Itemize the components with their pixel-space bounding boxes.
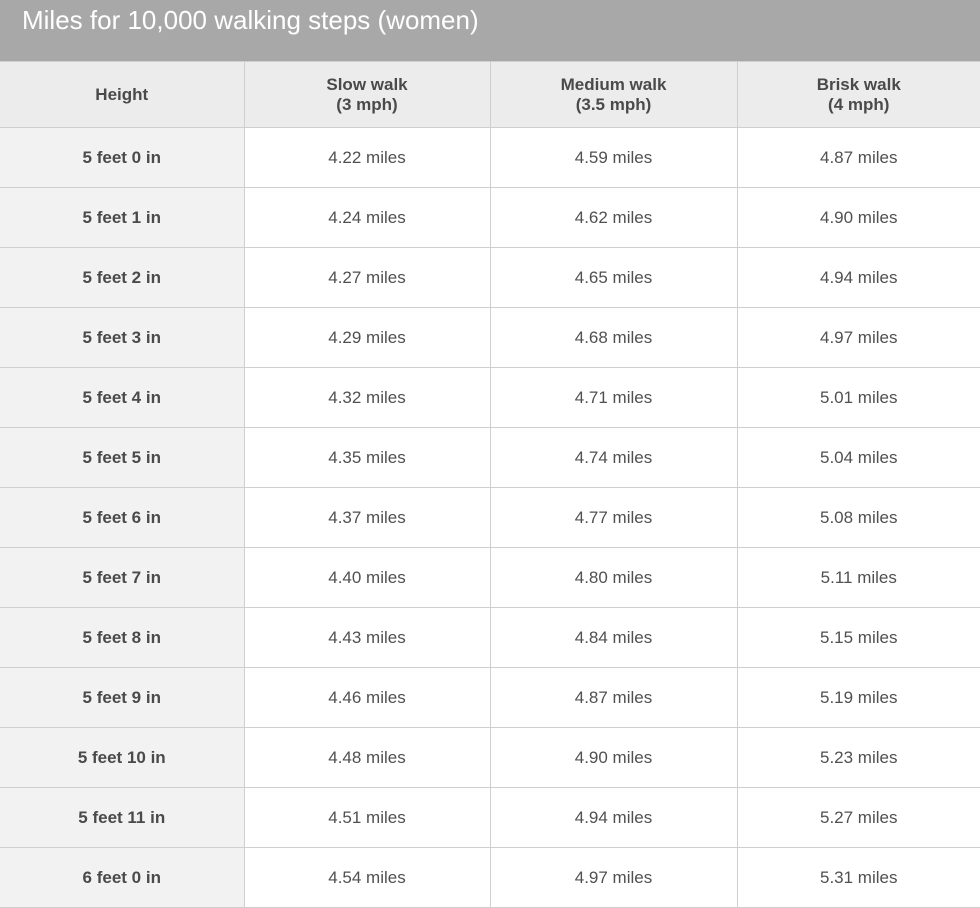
header-brisk-walk (737, 62, 980, 128)
header-medium-walk (490, 62, 737, 128)
medium-walk-cell: 4.62 miles (490, 188, 737, 248)
height-cell: 5 feet 5 in (0, 428, 244, 488)
height-cell: 5 feet 2 in (0, 248, 244, 308)
medium-walk-cell: 4.90 miles (490, 728, 737, 788)
table-row (0, 548, 980, 608)
slow-walk-cell: 4.29 miles (244, 308, 490, 368)
height-cell: 5 feet 8 in (0, 608, 244, 668)
table-row (0, 668, 980, 728)
header-row (0, 62, 980, 128)
table-row (0, 308, 980, 368)
brisk-walk-cell: 5.08 miles (737, 488, 980, 548)
height-cell: 5 feet 11 in (0, 788, 244, 848)
slow-walk-cell: 4.48 miles (244, 728, 490, 788)
medium-walk-cell: 4.94 miles (490, 788, 737, 848)
header-medium-walk-label: Medium walk (491, 75, 737, 95)
slow-walk-cell: 4.37 miles (244, 488, 490, 548)
table-row (0, 188, 980, 248)
header-slow-walk (244, 62, 490, 128)
brisk-walk-cell: 5.04 miles (737, 428, 980, 488)
slow-walk-cell: 4.43 miles (244, 608, 490, 668)
header-medium-walk-speed: (3.5 mph) (491, 95, 737, 115)
slow-walk-cell: 4.24 miles (244, 188, 490, 248)
medium-walk-cell: 4.68 miles (490, 308, 737, 368)
table-row (0, 608, 980, 668)
height-cell: 5 feet 3 in (0, 308, 244, 368)
header-brisk-walk-label: Brisk walk (738, 75, 980, 95)
brisk-walk-cell: 5.23 miles (737, 728, 980, 788)
medium-walk-cell: 4.74 miles (490, 428, 737, 488)
medium-walk-cell: 4.59 miles (490, 128, 737, 188)
medium-walk-cell: 4.80 miles (490, 548, 737, 608)
slow-walk-cell: 4.46 miles (244, 668, 490, 728)
slow-walk-cell: 4.51 miles (244, 788, 490, 848)
header-slow-walk-label: Slow walk (245, 75, 490, 95)
height-cell: 5 feet 1 in (0, 188, 244, 248)
walking-miles-table (0, 61, 980, 908)
slow-walk-cell: 4.40 miles (244, 548, 490, 608)
height-cell: 5 feet 9 in (0, 668, 244, 728)
brisk-walk-cell: 5.31 miles (737, 848, 980, 908)
medium-walk-cell: 4.71 miles (490, 368, 737, 428)
brisk-walk-cell: 4.94 miles (737, 248, 980, 308)
medium-walk-cell: 4.84 miles (490, 608, 737, 668)
medium-walk-cell: 4.87 miles (490, 668, 737, 728)
brisk-walk-cell: 5.27 miles (737, 788, 980, 848)
table-row (0, 128, 980, 188)
slow-walk-cell: 4.27 miles (244, 248, 490, 308)
height-cell: 5 feet 4 in (0, 368, 244, 428)
slow-walk-cell: 4.54 miles (244, 848, 490, 908)
brisk-walk-cell: 5.11 miles (737, 548, 980, 608)
height-cell: 5 feet 6 in (0, 488, 244, 548)
header-brisk-walk-speed: (4 mph) (738, 95, 980, 115)
brisk-walk-cell: 4.97 miles (737, 308, 980, 368)
slow-walk-cell: 4.22 miles (244, 128, 490, 188)
brisk-walk-cell: 5.01 miles (737, 368, 980, 428)
medium-walk-cell: 4.65 miles (490, 248, 737, 308)
table-row (0, 428, 980, 488)
height-cell: 5 feet 7 in (0, 548, 244, 608)
table-row (0, 848, 980, 908)
height-cell: 5 feet 0 in (0, 128, 244, 188)
brisk-walk-cell: 5.15 miles (737, 608, 980, 668)
slow-walk-cell: 4.35 miles (244, 428, 490, 488)
height-cell: 6 feet 0 in (0, 848, 244, 908)
brisk-walk-cell: 5.19 miles (737, 668, 980, 728)
medium-walk-cell: 4.77 miles (490, 488, 737, 548)
table-row (0, 788, 980, 848)
header-slow-walk-speed: (3 mph) (245, 95, 490, 115)
height-cell: 5 feet 10 in (0, 728, 244, 788)
table-row (0, 488, 980, 548)
brisk-walk-cell: 4.87 miles (737, 128, 980, 188)
medium-walk-cell: 4.97 miles (490, 848, 737, 908)
slow-walk-cell: 4.32 miles (244, 368, 490, 428)
table-row (0, 728, 980, 788)
table-row (0, 368, 980, 428)
table-row (0, 248, 980, 308)
header-height: Height (0, 62, 244, 128)
brisk-walk-cell: 4.90 miles (737, 188, 980, 248)
table-title: Miles for 10,000 walking steps (women) (0, 0, 980, 61)
